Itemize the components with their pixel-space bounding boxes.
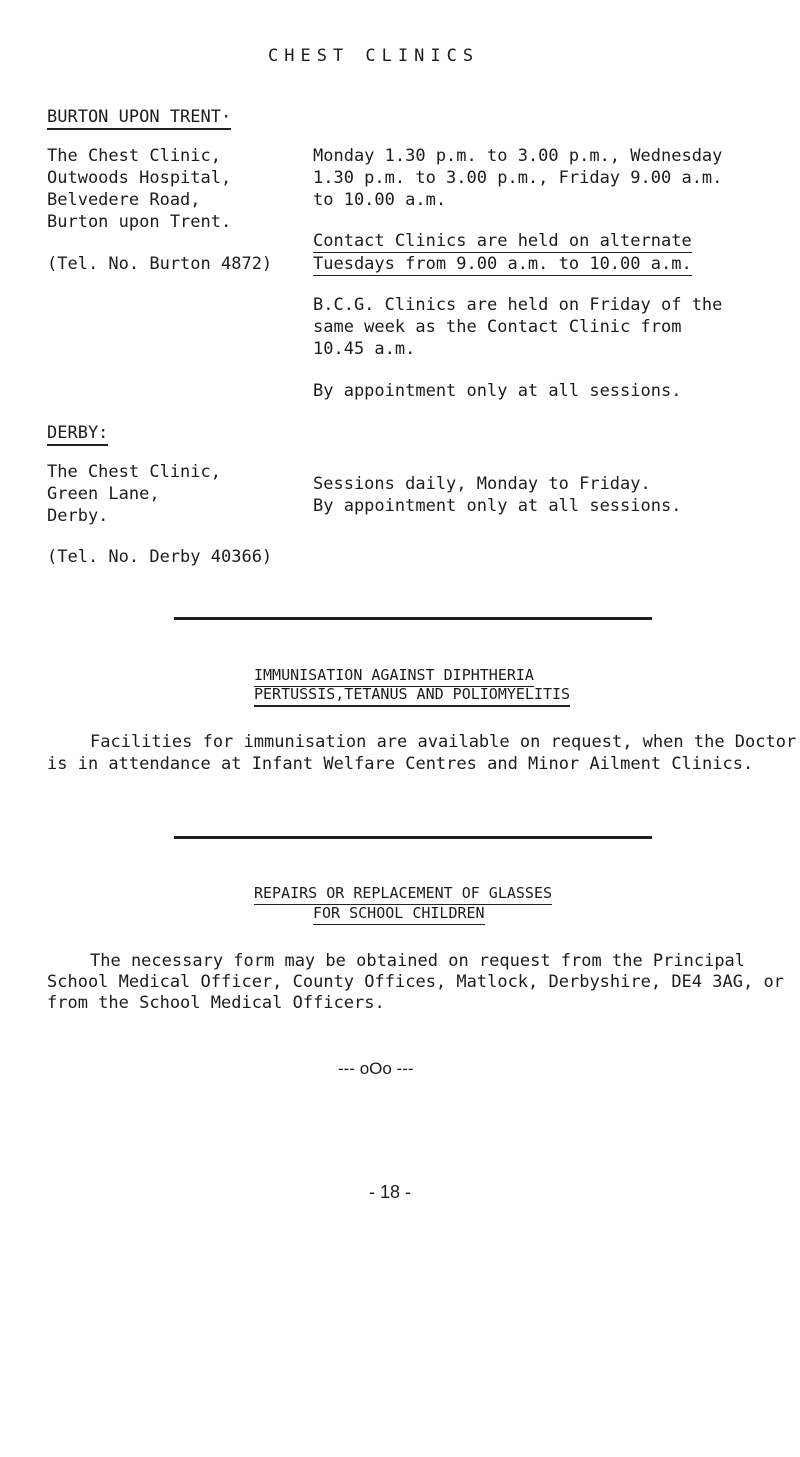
section-divider <box>174 617 652 620</box>
glasses-heading: REPAIRS OR REPLACEMENT OF GLASSES <box>254 883 552 905</box>
burton-address-line: Belvedere Road, <box>47 190 201 210</box>
bcg-line: B.C.G. Clinics are held on Friday of the <box>313 295 723 315</box>
section-divider <box>174 836 652 839</box>
burton-heading: BURTON UPON TRENT· <box>47 107 231 130</box>
immunisation-heading: PERTUSSIS,TETANUS AND POLIOMYELITIS <box>254 684 570 707</box>
derby-address-line: Green Lane, <box>47 484 160 504</box>
derby-sessions-line: By appointment only at all sessions. <box>313 496 682 516</box>
derby-tel: (Tel. No. Derby 40366) <box>47 547 273 567</box>
page-title: CHEST CLINICS <box>268 46 480 66</box>
burton-schedule-line: Monday 1.30 p.m. to 3.00 p.m., Wednesday <box>313 146 723 166</box>
glasses-body-line: The necessary form may be obtained on request from the Principal <box>90 951 746 971</box>
burton-appointment: By appointment only at all sessions. <box>313 381 682 401</box>
burton-schedule-line: to 10.00 a.m. <box>313 190 447 210</box>
page-number: - 18 - <box>369 1182 412 1202</box>
bcg-line: 10.45 a.m. <box>313 339 416 359</box>
glasses-heading: FOR SCHOOL CHILDREN <box>313 903 485 925</box>
contact-clinics-line: Tuesdays from 9.00 a.m. to 10.00 a.m. <box>313 254 692 274</box>
burton-schedule-line: 1.30 p.m. to 3.00 p.m., Friday 9.00 a.m. <box>313 168 723 188</box>
burton-address-line: The Chest Clinic, <box>47 146 221 166</box>
end-separator: --- oOo --- <box>338 1059 414 1078</box>
immunisation-body-line: is in attendance at Infant Welfare Centres and Minor Ailment Clinics. <box>47 754 754 774</box>
derby-address-line: Derby. <box>47 506 109 526</box>
glasses-body-line: from the School Medical Officers. <box>47 993 385 1013</box>
derby-address-line: The Chest Clinic, <box>47 462 221 482</box>
derby-heading: DERBY: <box>47 423 108 446</box>
bcg-line: same week as the Contact Clinic from <box>313 317 682 337</box>
contact-clinics-line: Contact Clinics are held on alternate <box>313 231 692 251</box>
immunisation-body-line: Facilities for immunisation are available on request, when the Doctor <box>90 732 797 752</box>
burton-tel: (Tel. No. Burton 4872) <box>47 254 273 274</box>
derby-sessions-line: Sessions daily, Monday to Friday. <box>313 474 651 494</box>
burton-address-line: Burton upon Trent. <box>47 212 232 232</box>
burton-address-line: Outwoods Hospital, <box>47 168 232 188</box>
glasses-body-line: School Medical Officer, County Offices, Matlock, Derbyshire, DE4 3AG, or <box>47 972 784 992</box>
immunisation-heading: IMMUNISATION AGAINST DIPHTHERIA <box>254 665 534 687</box>
